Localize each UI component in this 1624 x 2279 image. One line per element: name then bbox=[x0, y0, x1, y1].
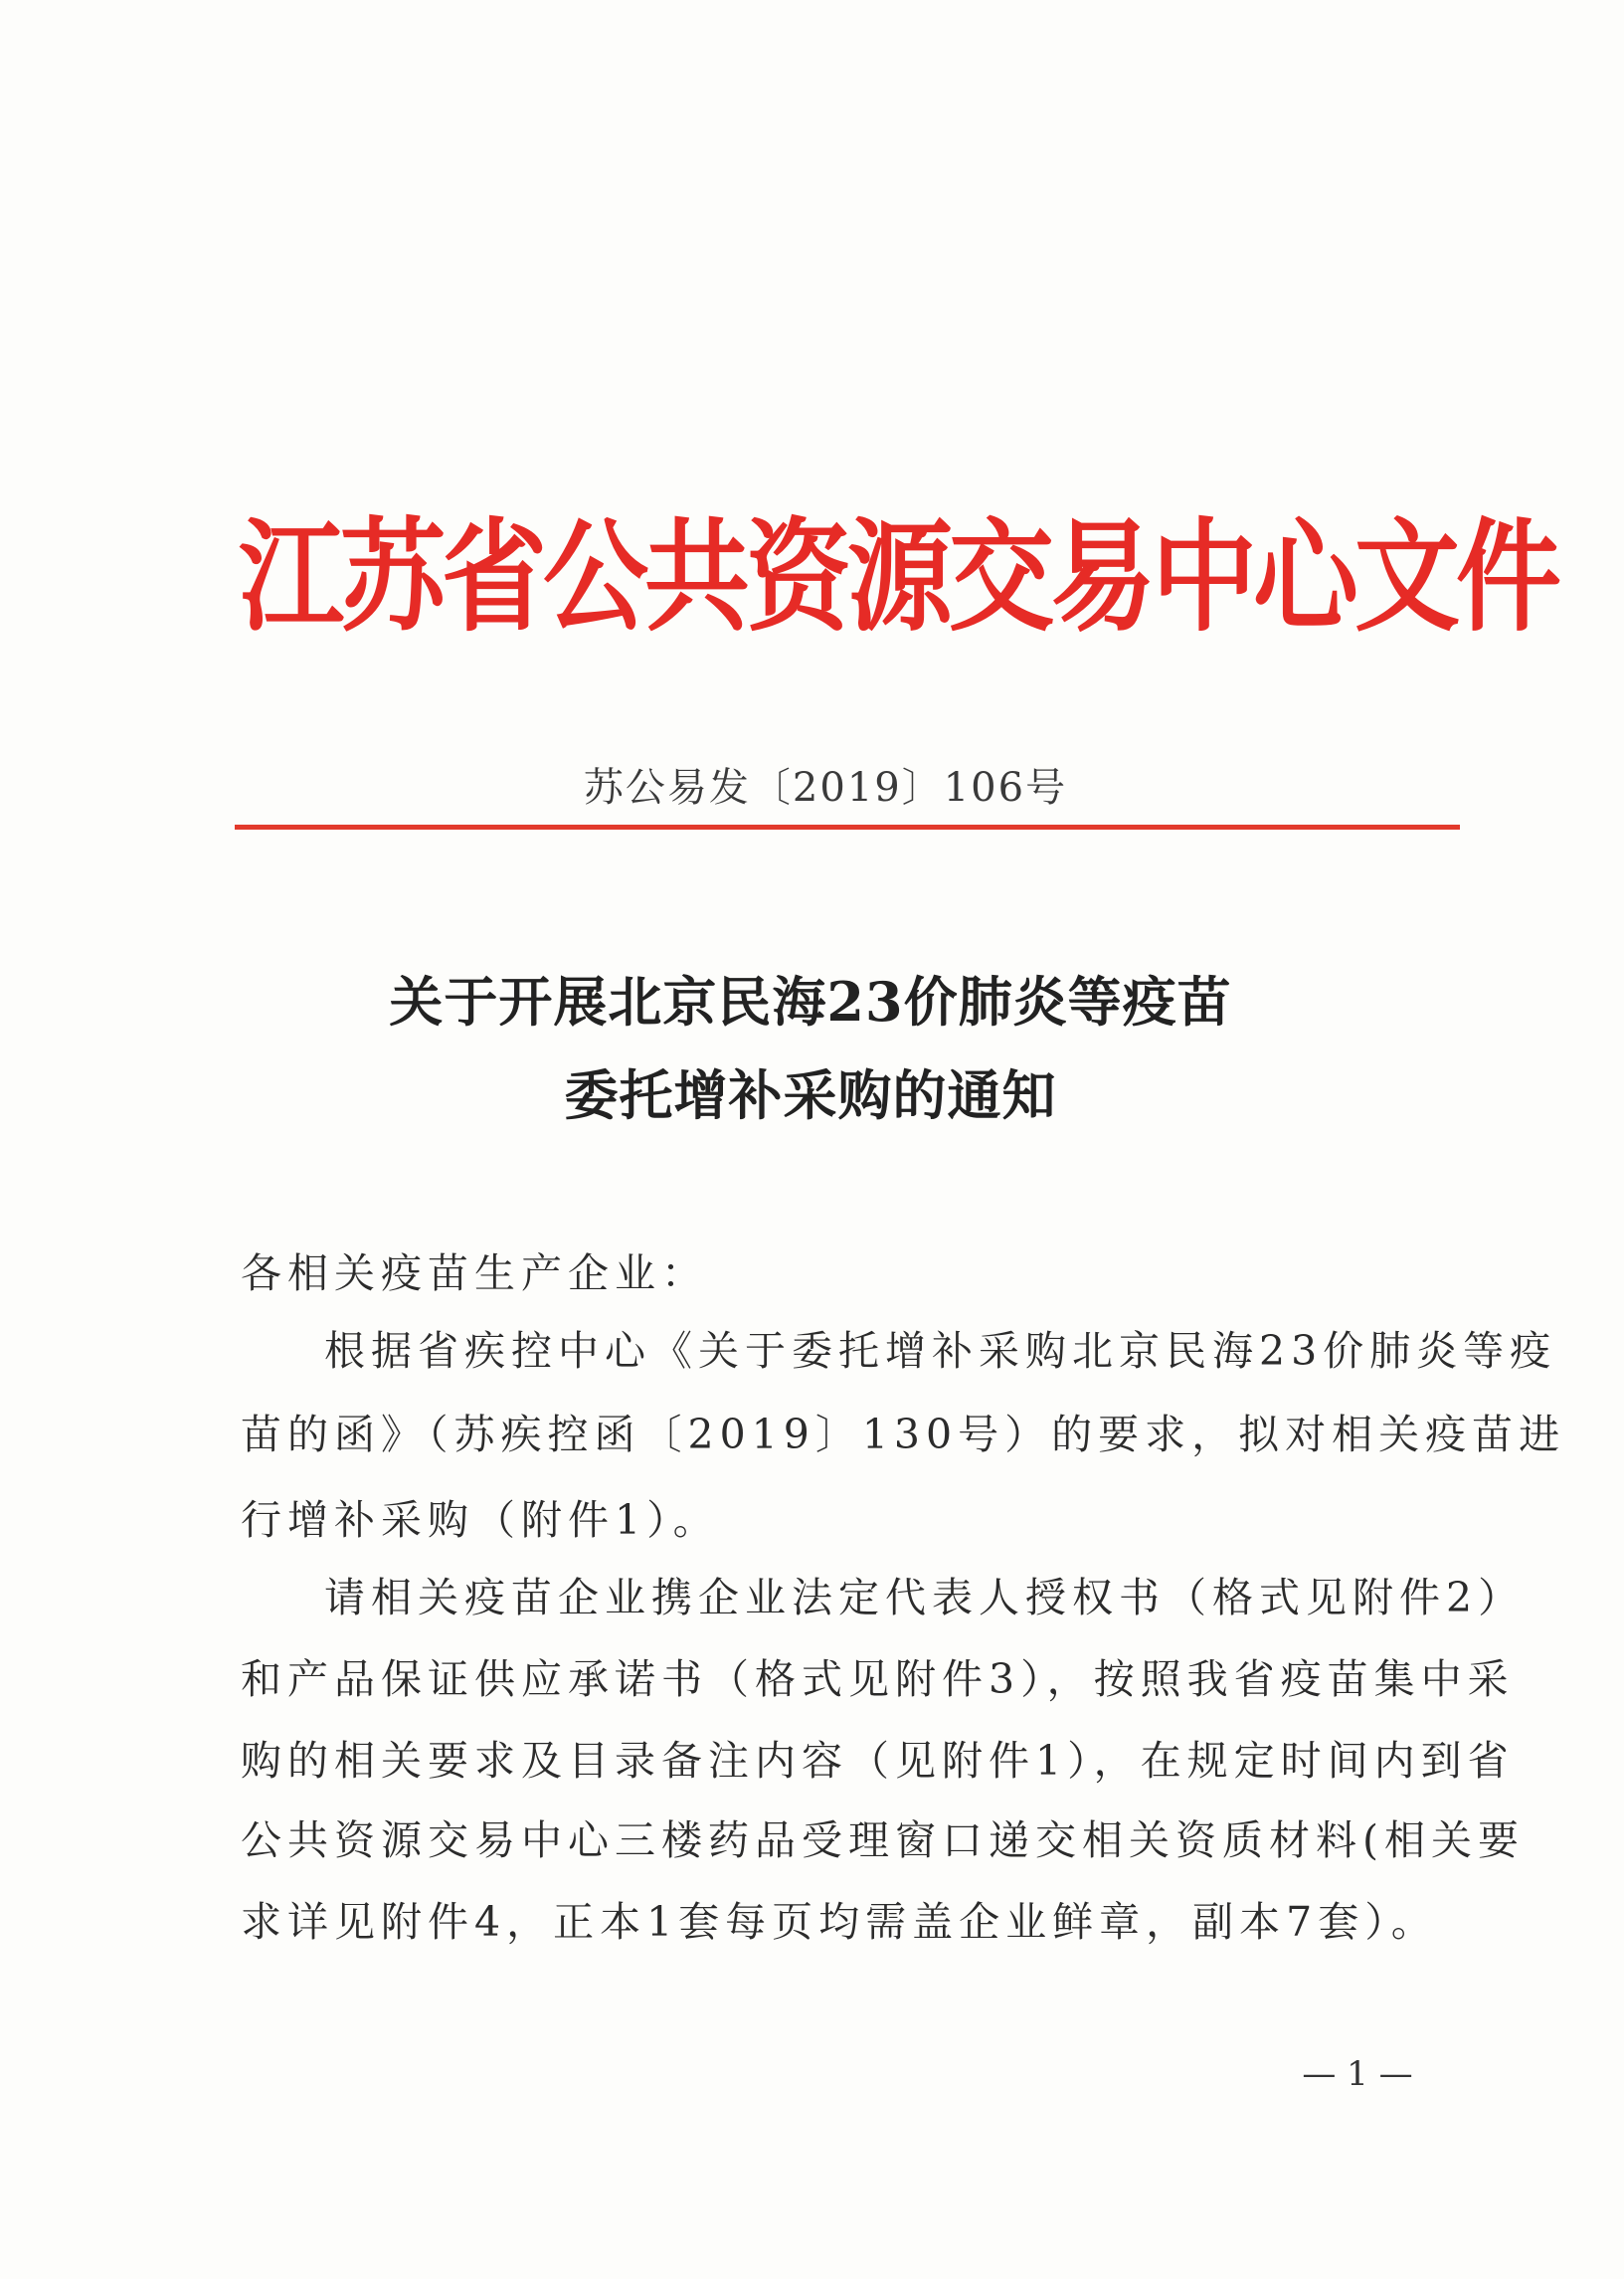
paragraph-1-line-3: 行增补采购（附件1）。 bbox=[241, 1496, 720, 1544]
issuer-header-title: 江苏省公共资源交易中心文件 bbox=[239, 504, 1557, 649]
paragraph-2-line-4: 公共资源交易中心三楼药品受理窗口递交相关资质材料(相关要 bbox=[241, 1816, 1525, 1864]
document-number: 苏公易发〔2019〕106号 bbox=[583, 765, 1068, 811]
addressee: 各相关疫苗生产企业： bbox=[241, 1249, 708, 1297]
red-header-rule bbox=[235, 825, 1460, 830]
paragraph-2-line-2: 和产品保证供应承诺书（格式见附件3），按照我省疫苗集中采 bbox=[241, 1655, 1515, 1703]
paragraph-1-line-1: 根据省疾控中心《关于委托增补采购北京民海23价肺炎等疫 bbox=[324, 1327, 1557, 1375]
paragraph-2-line-5: 求详见附件4，正本1套每页均需盖企业鲜章，副本7套）。 bbox=[241, 1898, 1438, 1946]
notice-title-line-2: 委托增补采购的通知 bbox=[564, 1063, 1057, 1127]
paragraph-2-line-1: 请相关疫苗企业携企业法定代表人授权书（格式见附件2） bbox=[324, 1574, 1526, 1621]
paragraph-2-line-3: 购的相关要求及目录备注内容（见附件1），在规定时间内到省 bbox=[241, 1737, 1515, 1785]
notice-title-line-1: 关于开展北京民海23价肺炎等疫苗 bbox=[389, 970, 1232, 1034]
page-number: — 1 — bbox=[1302, 2054, 1413, 2094]
paragraph-1-line-2: 苗的函》（苏疾控函〔2019〕130号）的要求，拟对相关疫苗进 bbox=[241, 1411, 1566, 1458]
